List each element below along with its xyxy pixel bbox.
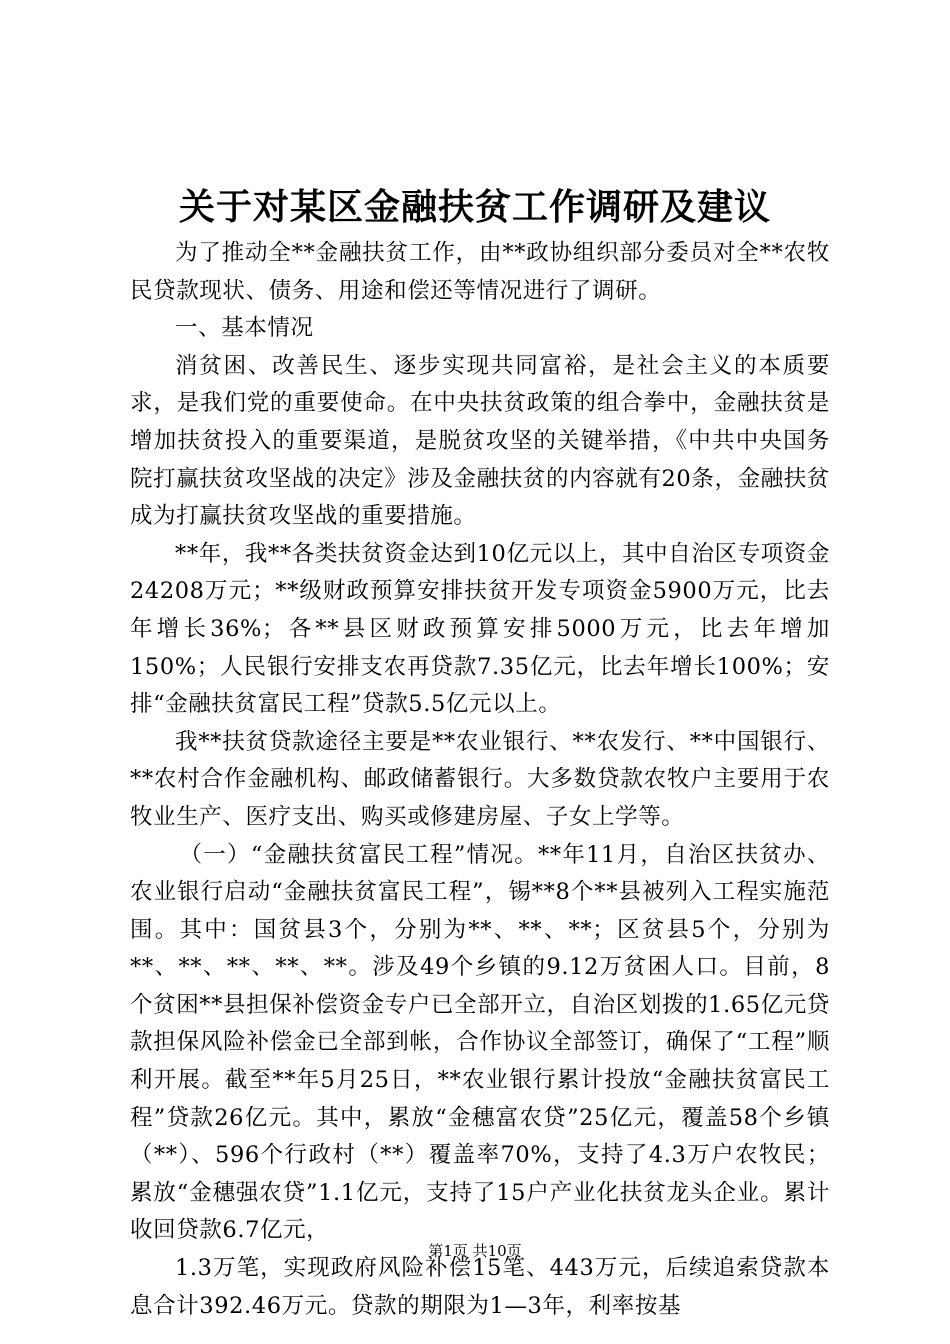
paragraph-funding: **年，我**各类扶贫资金达到10亿元以上，其中自治区专项资金24208万元；**级财政预算安排扶贫开发专项资金5900万元，比去年增长36%；各**县区财政预算安排5000万元，比去年增加150%；人民银行安排支农再贷款7.35亿元，比去年增长100%；安排“金融扶贫富民工程”贷款5.5亿元以上。 bbox=[130, 540, 830, 718]
paragraph-loan-channels: 我**扶贫贷款途径主要是**农业银行、**农发行、**中国银行、**农村合作金融机构、邮政储蓄银行。大多数贷款农牧户主要用于农牧业生产、医疗支出、购买或修建房屋、子女上学等。 bbox=[130, 728, 830, 830]
page-footer: 第1页 共10页 bbox=[428, 1242, 522, 1260]
section-heading-basic-situation: 一、基本情况 bbox=[175, 315, 314, 342]
paragraph-intro: 为了推动全**金融扶贫工作，由**政协组织部分委员对全**农牧民贷款现状、债务、用途和偿还等情况进行了调研。 bbox=[130, 240, 830, 304]
paragraph-financial-project: （一）“金融扶贫富民工程”情况。**年11月，自治区扶贫办、农业银行启动“金融扶贫富民工程”，锡**8个**县被列入工程实施范围。其中：国贫县3个，分别为**、**、**；区贫县5个，分别为**、**、**、**、**。涉及49个乡镇的9.12万贫困人口。目前，8个贫困**县担保补偿资金专户已全部开立，自治区划拨的1.65亿元贷款担保风险补偿金已全部到帐，合作协议全部签订，确保了“工程”顺利开展。截至**年5月25日，**农业银行累计投放“金融扶贫富民工程”贷款26亿元。其中，累放“金穗富农贷”25亿元，覆盖58个乡镇（**）、596个行政村（**）覆盖率70%，支持了4.3万户农牧民；累放“金穗强农贷”1.1亿元，支持了15户产业化扶贫龙头企业。累计收回贷款6.7亿元， bbox=[130, 841, 830, 1244]
paragraph-poverty-alleviation: 消贫困、改善民生、逐步实现共同富裕，是社会主义的本质要求，是我们党的重要使命。在中央扶贫政策的组合拳中，金融扶贫是增加扶贫投入的重要渠道，是脱贫攻坚的关键举措，《中共中央国务院打赢扶贫攻坚战的决定》涉及金融扶贫的内容就有20条，金融扶贫成为打赢扶贫攻坚战的重要措施。 bbox=[130, 352, 830, 530]
paragraph-loan-terms: 1.3万笔，实现政府风险补偿15笔、443万元，后续追索贷款本息合计392.46万元。贷款的期限为1—3年，利率按基 bbox=[130, 1255, 830, 1319]
document-body bbox=[130, 235, 830, 1325]
document-title: 关于对某区金融扶贫工作调研及建议 bbox=[178, 186, 771, 228]
